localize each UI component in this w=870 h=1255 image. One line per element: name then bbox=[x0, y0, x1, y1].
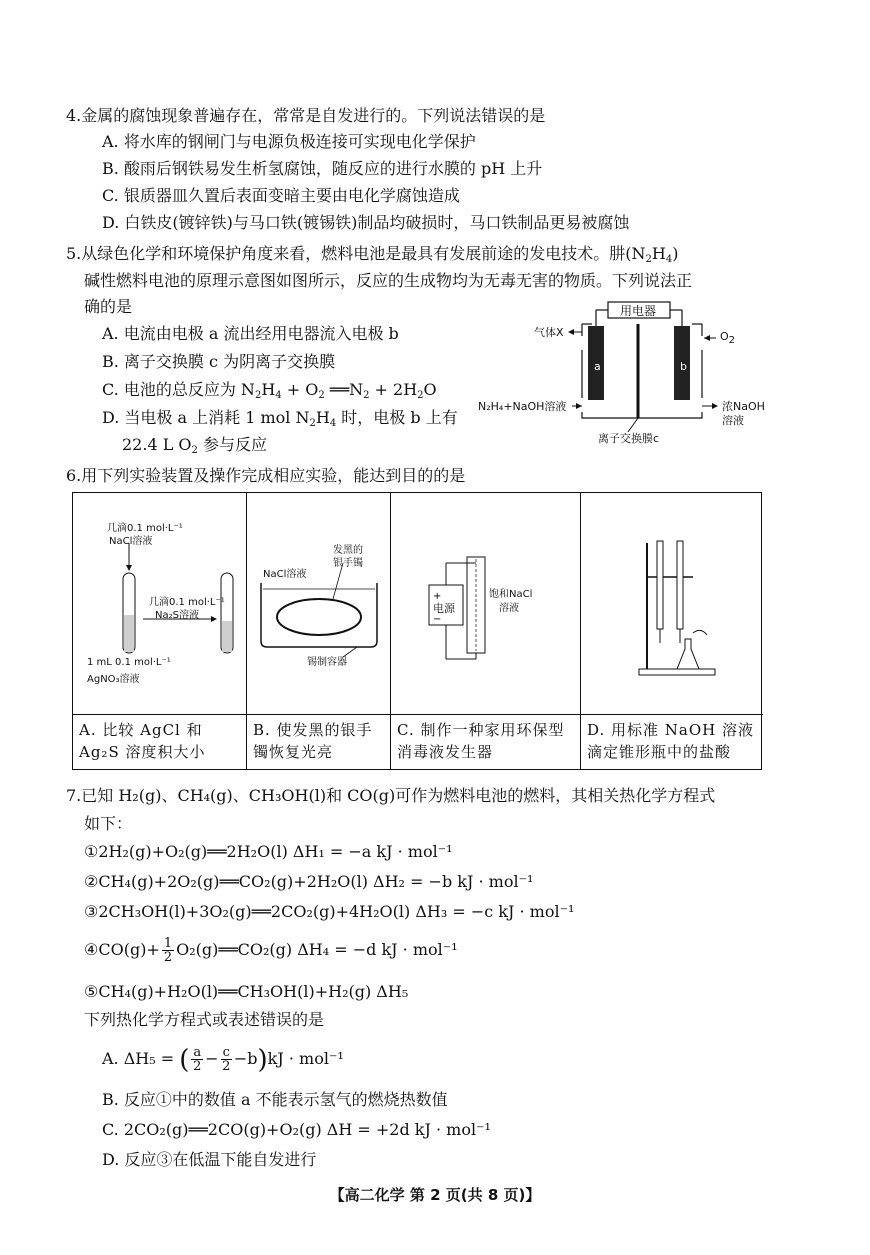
q6-cell-d bbox=[581, 493, 763, 769]
page-footer: 【高二化学 第 2 页(共 8 页)】 bbox=[329, 1186, 541, 1204]
outlet-right-label-2: 溶液 bbox=[722, 414, 744, 427]
q4-stem: 4.金属的腐蚀现象普遍存在，常常是自发进行的。下列说法错误的是 bbox=[66, 106, 546, 125]
q5-option-c: C. 电池的总反应为 $N_2H_4 + O_2$ $══N_2 + 2H_2O$ bbox=[102, 380, 437, 401]
q7-equation-1: ①2H₂(g)+O₂(g)══2H₂O(l) ΔH₁ = −a kJ · mol⁻¹ bbox=[84, 842, 453, 861]
q7-stem-line1: 7.已知 H₂(g)、CH₄(g)、CH₃OH(l)和 CO(g)可作为燃料电池的燃料，其相关热化学方程式 bbox=[66, 786, 716, 805]
membrane-label: 离子交换膜c bbox=[598, 432, 660, 445]
titration-svg bbox=[581, 493, 763, 715]
q7-stem-line2: 如下： bbox=[84, 814, 133, 833]
q7-equation-2: ②CH₄(g)+2O₂(g)══CO₂(g)+2H₂O(l) ΔH₂ = −b kJ · mol⁻¹ bbox=[84, 872, 534, 891]
q6-caption-a: A. 比较 AgCl 和 Ag₂S 溶度积大小 bbox=[79, 721, 206, 761]
inlet-left-label: N₂H₄+NaOH溶液 bbox=[478, 400, 567, 413]
q7-option-d: D. 反应③在低温下能自发进行 bbox=[102, 1150, 317, 1169]
q4-option-a: A. 将水库的钢闸门与电源负极连接可实现电化学保护 bbox=[102, 132, 476, 151]
q6-cell-a-figure: 几滴0.1 mol·L⁻¹ NaCl溶液 几滴0.1 mol·L⁻¹ Na₂S溶液 1 mL 0.1 mol·L⁻¹ AgNO₃溶液 bbox=[73, 493, 246, 715]
outlet-right-label-1: 浓NaOH bbox=[722, 400, 765, 413]
q5-option-d-line2: 22.4 L $O_2$ 参与反应 bbox=[122, 435, 268, 456]
svg-text:+: + bbox=[433, 591, 442, 602]
silver-bracelet-svg bbox=[247, 493, 391, 715]
q4-option-d: D. 白铁皮(镀锌铁)与马口铁(镀锡铁)制品均破损时，马口铁制品更易被腐蚀 bbox=[102, 213, 630, 232]
q7-equation-5: ⑤CH₄(g)+H₂O(l)══CH₃OH(l)+H₂(g) ΔH₅ bbox=[84, 982, 409, 1001]
q6-stem: 6.用下列实验装置及操作完成相应实验，能达到目的的是 bbox=[66, 466, 466, 485]
q7-equation-3: ③2CH₃OH(l)+3O₂(g)══2CO₂(g)+4H₂O(l) ΔH₃ = −c kJ · mol⁻¹ bbox=[84, 902, 575, 921]
q5-option-a: A. 电流由电极 a 流出经用电器流入电极 b bbox=[102, 324, 399, 343]
gas-x-label: 气体X bbox=[534, 326, 564, 339]
electrode-b-label: b bbox=[680, 360, 687, 373]
fuel-cell-diagram bbox=[478, 296, 788, 446]
q6-cell-c-figure: + − 电源 饱和NaCl 溶液 bbox=[391, 493, 580, 715]
q4-option-c: C. 银质器皿久置后表面变暗主要由电化学腐蚀造成 bbox=[102, 186, 460, 205]
electrolysis-svg bbox=[391, 493, 581, 715]
q6-caption-d: D. 用标准 NaOH 溶液滴定锥形瓶中的盐酸 bbox=[587, 721, 755, 761]
q5-option-d-line1: D. 当电极 a 上消耗 1 mol $N_2H_4$ 时，电极 b 上有 bbox=[102, 408, 458, 429]
q5-stem-line3: 确的是 bbox=[84, 297, 133, 316]
o2-label: $O_2$ bbox=[720, 330, 736, 346]
q7-option-b: B. 反应①中的数值 a 不能表示氢气的燃烧热数值 bbox=[102, 1090, 448, 1109]
q5-option-b: B. 离子交换膜 c 为阴离子交换膜 bbox=[102, 352, 336, 371]
svg-text:−: − bbox=[433, 614, 442, 625]
device-label: 用电器 bbox=[620, 304, 657, 318]
q6-cell-b-figure: NaCl溶液 发黑的 银手镯 锡制容器 bbox=[247, 493, 390, 715]
q6-caption-b: B. 使发黑的银手镯恢复光亮 bbox=[253, 721, 373, 761]
q7-option-c: C. 2CO₂(g)══2CO(g)+O₂(g) ΔH = +2d kJ · mol⁻¹ bbox=[102, 1120, 491, 1139]
q7-option-a: A. ΔH₅ = ( $\frac{a}{2}$ − $\frac{c}{2}$ −b)kJ · mol⁻¹ bbox=[102, 1045, 344, 1075]
q6-cell-c bbox=[391, 493, 581, 769]
q6-cell-a bbox=[73, 493, 247, 769]
q6-caption-c: C. 制作一种家用环保型消毒液发生器 bbox=[397, 721, 565, 761]
q4-option-b: B. 酸雨后钢铁易发生析氢腐蚀，随反应的进行水膜的 pH 上升 bbox=[102, 159, 543, 178]
q6-options-table bbox=[72, 492, 762, 770]
q5-stem-line1: 5.从绿色化学和环境保护角度来看，燃料电池是最具有发展前途的发电技术。肼$(N_2H_4)$ bbox=[66, 244, 679, 265]
q7-ask: 下列热化学方程式或表述错误的是 bbox=[84, 1010, 325, 1029]
q7-equation-4: ④CO(g)+ $\frac{1}{2}$ O₂(g)══CO₂(g) ΔH₄ = −d kJ · mol⁻¹ bbox=[84, 936, 458, 965]
electrode-a-label: a bbox=[594, 360, 601, 373]
q6-cell-b bbox=[247, 493, 391, 769]
q5-stem-line2: 碱性燃料电池的原理示意图如图所示，反应的生成物均为无毒无害的物质。下列说法正 bbox=[84, 271, 693, 290]
q6-cell-d-figure bbox=[581, 493, 763, 715]
